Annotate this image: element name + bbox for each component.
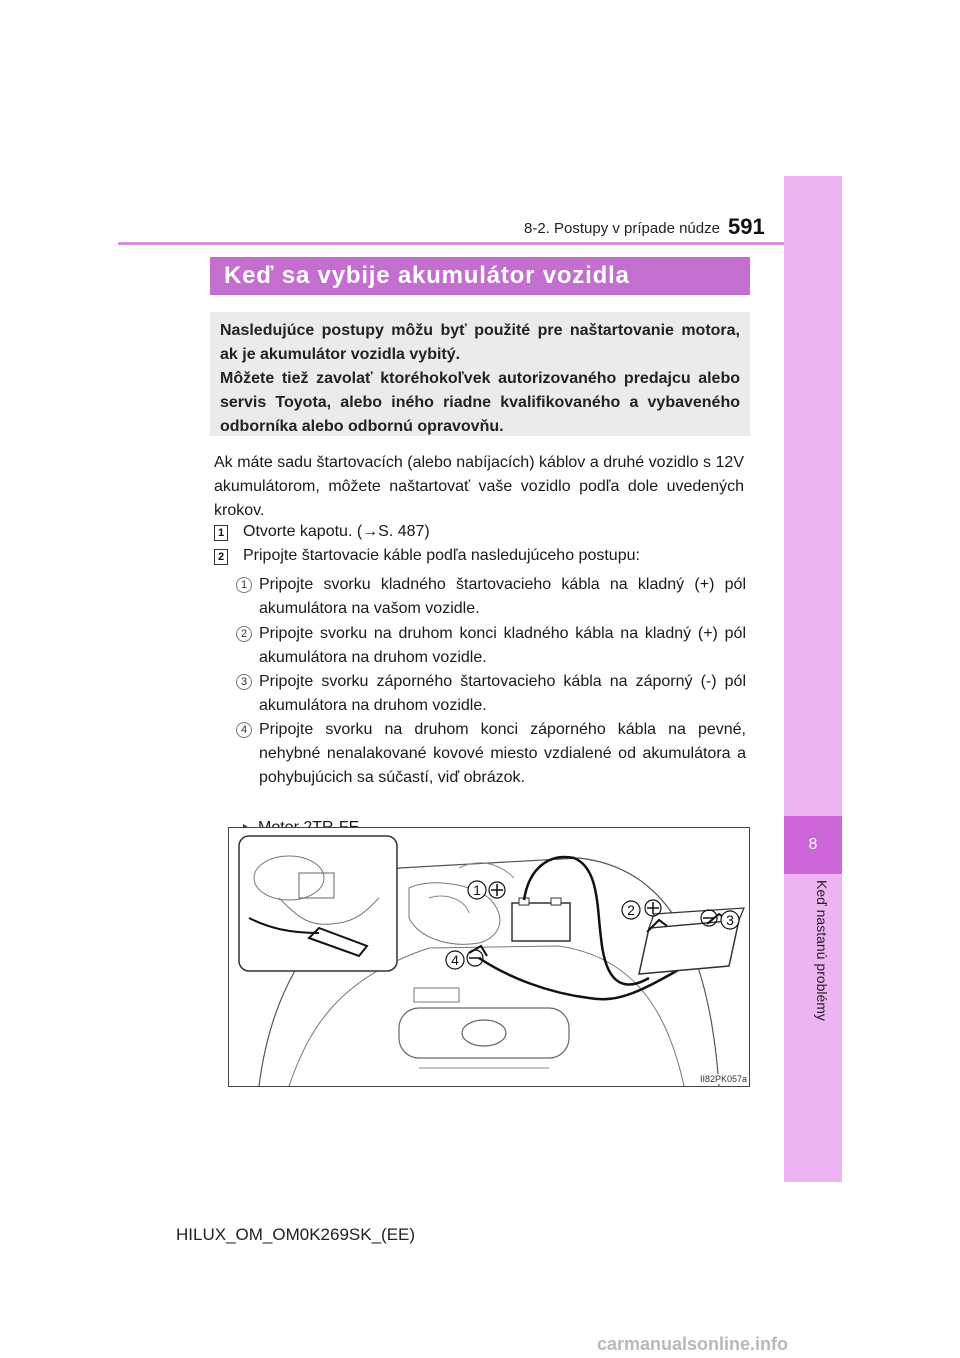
step-text: Otvorte kapotu. (→S. 487) <box>243 523 430 540</box>
callout-label: 3 <box>726 912 734 928</box>
page-number: 591 <box>728 214 765 239</box>
engine-bay-drawing <box>229 828 751 1088</box>
step-number-box: 2 <box>214 549 228 565</box>
step-text: Pripojte štartovacie káble podľa nasledujúceho postupu: <box>243 547 640 564</box>
engine-hose <box>429 896 469 913</box>
figure-code: II82PK057a <box>700 1074 748 1084</box>
section-title: 8-2. Postupy v prípade núdze <box>524 220 720 237</box>
intro-box <box>210 312 750 436</box>
intro-paragraph-1: Nasledujúce postupy môžu byť použité pre naštartovanie motora, ak je akumulátor vozidla vybitý. <box>220 322 740 363</box>
battery-terminal <box>551 898 561 905</box>
substep-text: Pripojte svorku na druhom konci záporného kábla na pevné, nehybné nenalakované kovové miesto vzdialené od akumulátora a pohybujúcich sa súčastí, viď obrázok. <box>259 721 746 786</box>
chapter-number-tab[interactable]: 8 <box>784 816 842 874</box>
emblem <box>462 1020 506 1046</box>
own-battery <box>512 903 570 941</box>
substep-number: 4 <box>236 722 252 738</box>
callout-label: 1 <box>473 882 481 898</box>
jump-start-illustration <box>228 827 750 1087</box>
document-code-footer: HILUX_OM_OM0K269SK_(EE) <box>176 1225 416 1244</box>
grille <box>399 1008 569 1058</box>
header-rule <box>118 242 784 245</box>
body-paragraph: Ak máte sadu štartovacích (alebo nabíjacích) káblov a druhé vozidlo s 12V akumulátorom, môžete naštartovať vaše vozidlo podľa dole uvedených krokov. <box>214 454 744 519</box>
substep-text: Pripojte svorku kladného štartovacieho kábla na kladný (+) pól akumulátora na vašom vozidle. <box>259 576 746 617</box>
substep-number: 3 <box>236 674 252 690</box>
engine-hose <box>459 863 514 878</box>
plus-sign-icon <box>647 902 659 914</box>
intro-paragraph-2: Môžete tiež zavolať ktoréhokoľvek autorizovaného predajcu alebo servis Toyota, alebo iného riadne kvalifikovaného a vybaveného odborníka alebo odbornú opravovňu. <box>220 370 740 435</box>
callout-label: 4 <box>451 952 459 968</box>
substep-text: Pripojte svorku na druhom konci kladného kábla na kladný (+) pól akumulátora na druhom vozidle. <box>259 625 746 666</box>
step-number-box: 1 <box>214 525 228 541</box>
substep-number: 1 <box>236 577 252 593</box>
plus-sign-icon <box>491 884 503 896</box>
callout-label: 2 <box>627 902 635 918</box>
substep-number: 2 <box>236 626 252 642</box>
watermark: carmanualsonline.info <box>597 1334 789 1354</box>
engine-bracket <box>414 988 459 1002</box>
chapter-label: Keď nastanú problémy <box>814 880 830 1021</box>
page-title: Keď sa vybije akumulátor vozidla <box>210 257 750 295</box>
substep-text: Pripojte svorku záporného štartovacieho kábla na záporný (-) pól akumulátora na druhom vozidle. <box>259 673 746 714</box>
